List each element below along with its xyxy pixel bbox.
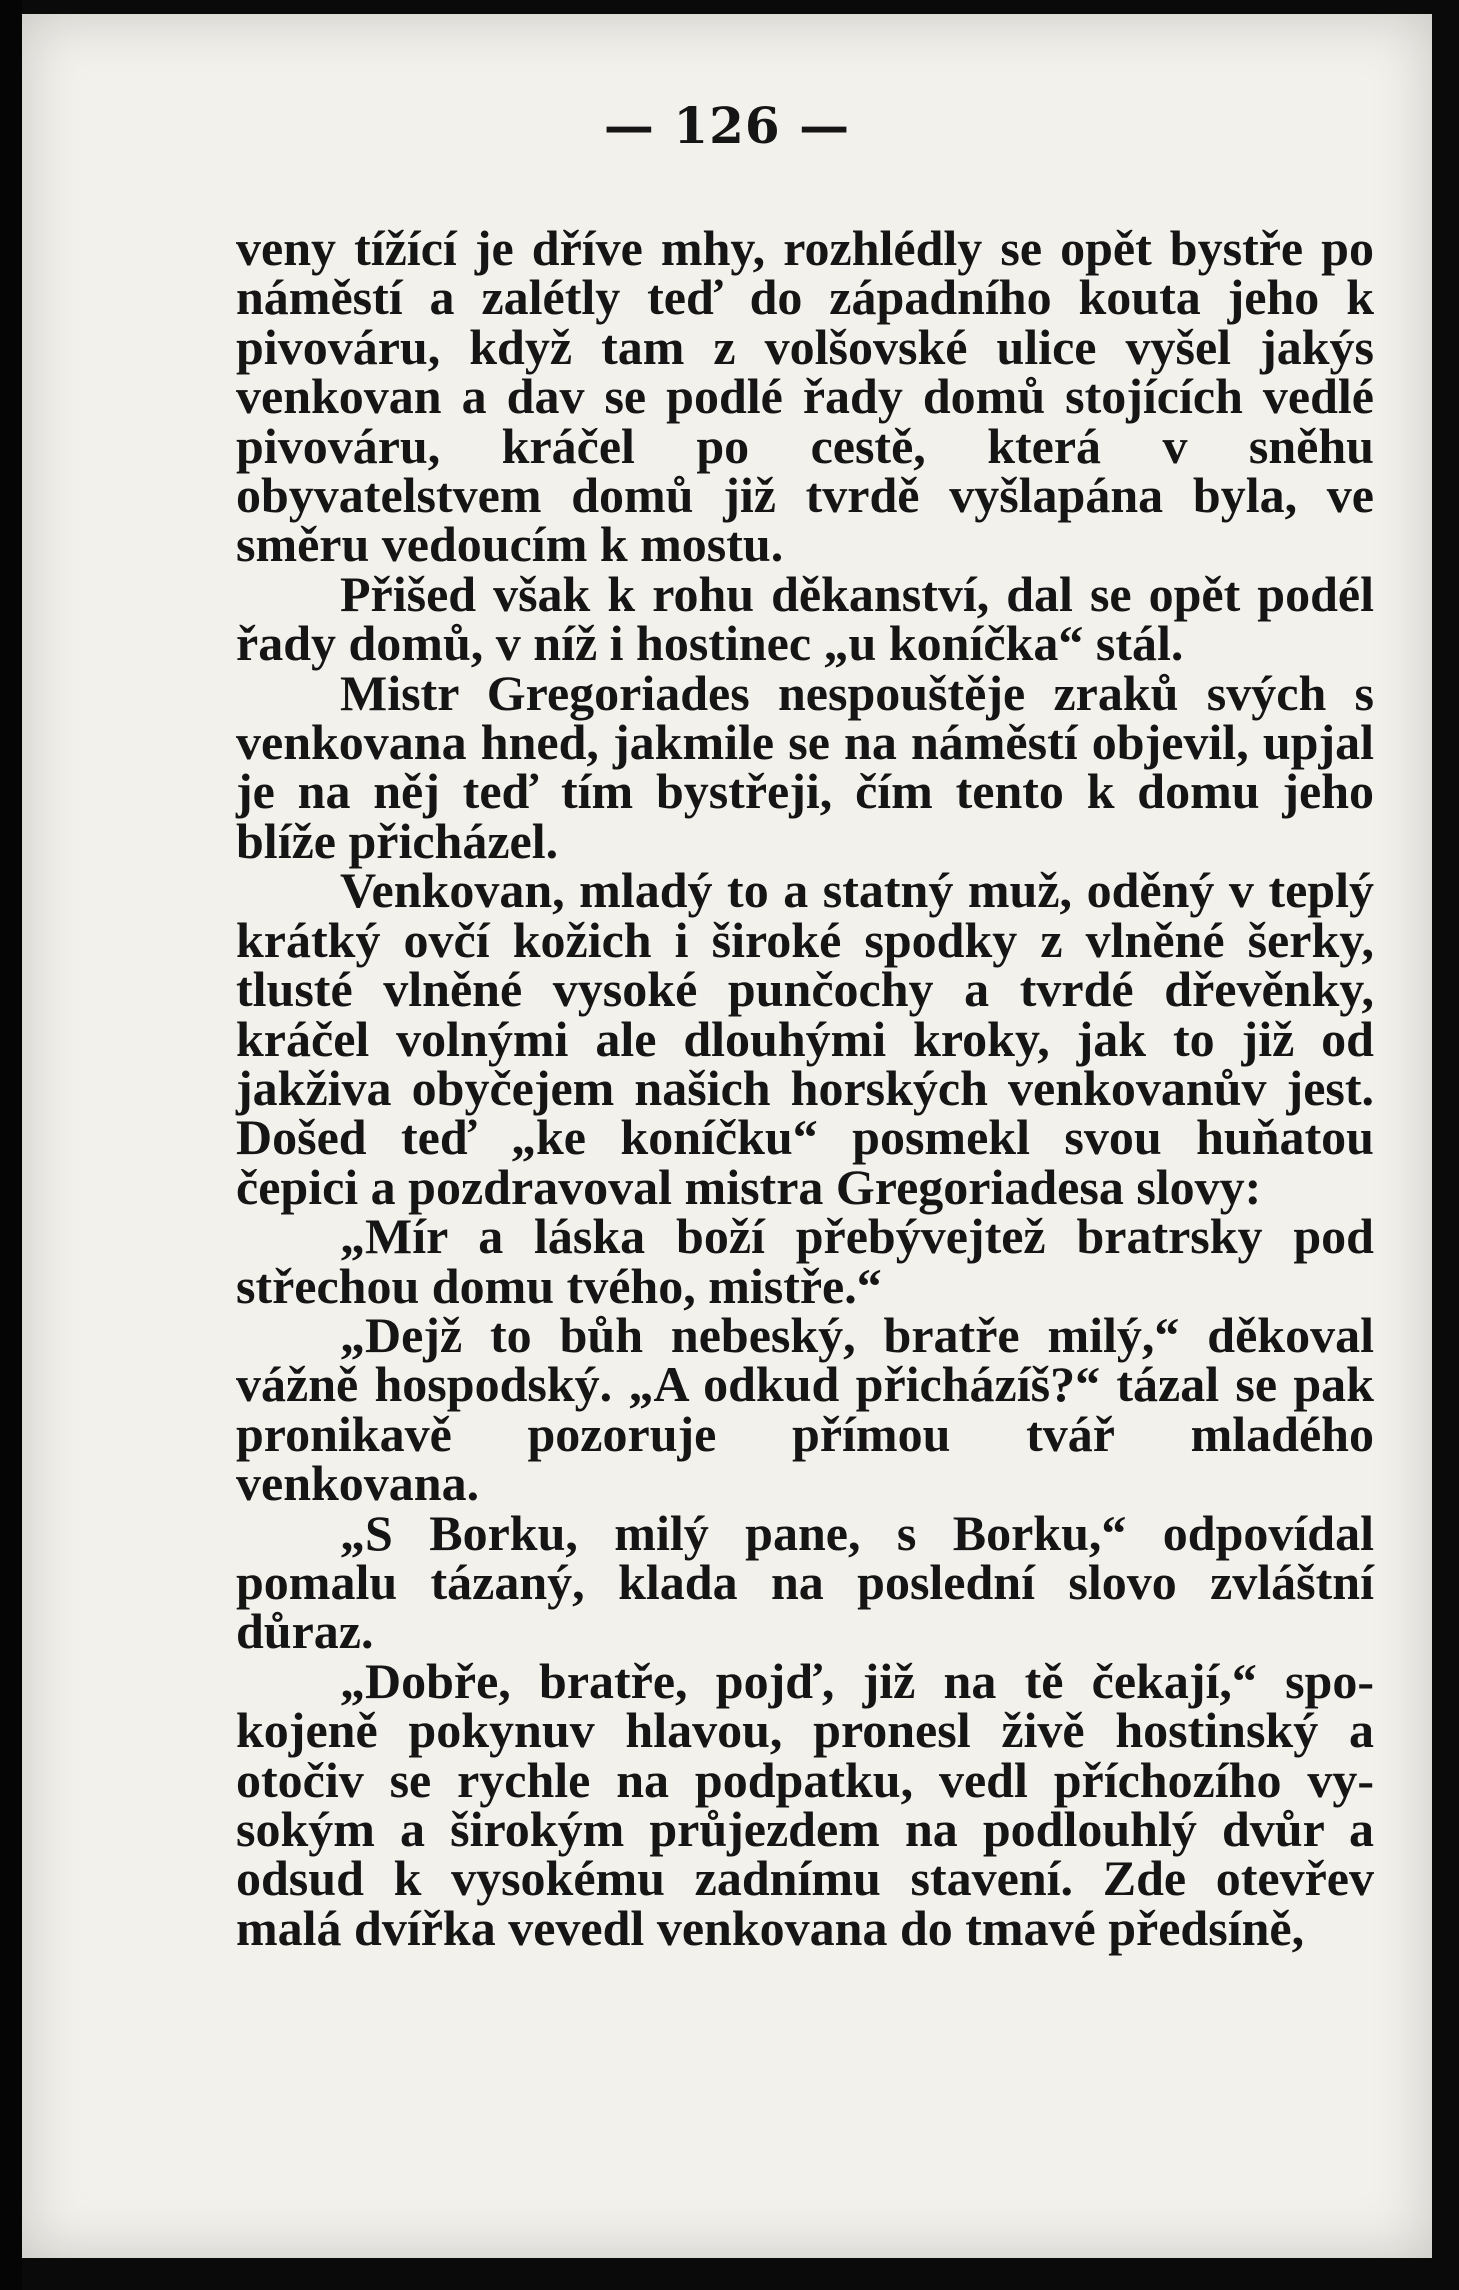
paragraph: veny tížící je dříve mhy, rozhlédly se opět bystře po náměstí a zalétly teď do západního kouta jeho k pivováru, když tam z volšovské ulice vyšel jakýs venkovan a dav se podlé řady domů stojících vedlé pivováru, kráčel po cestě, která v sněhu obyvatelstvem domů již tvrdě vyšlapána byla, ve směru vedoucím k mostu. — [236, 220, 1374, 573]
paragraph: „Mír a láska boží přebývejtež bratrsky pod střechou domu tvého, mistře.“ — [236, 1208, 1374, 1314]
paragraph: „Dejž to bůh nebeský, bratře milý,“ děkoval vážně hospodský. „A odkud přicházíš?“ tázal se pak pronikavě pozoruje přímou tvář mladého venkovana. — [236, 1306, 1374, 1512]
paragraph: Venkovan, mladý to a statný muž, oděný v teplý krátký ovčí kožich i široké spodky z vlněné šerky, tlusté vlněné vysoké punčochy a tvrdé dřevěnky, kráčel volnými ale dlouhými kroky, jak to již od jakživa obyčejem našich horských venkovanův jest. Došed teď „ke koníčku“ posmekl svou huňatou čepici a pozdravoval mistra Gregoriadesa slovy: — [236, 862, 1374, 1215]
page-number: — 126 — — [603, 96, 851, 155]
paragraph: Přišed však k rohu děkanství, dal se opět podél řady domů, v níž i hostinec „u koníčka“ stál. — [236, 565, 1374, 672]
paragraph: Mistr Gregoriades nespouštěje zraků svých s venkovana hned, jakmile se na náměstí objevil, upjal je na něj teď tím bystřeji, čím tento k domu jeho blíže přicházel. — [236, 664, 1374, 869]
paragraph: „S Borku, milý pane, s Borku,“ odpovídal pomalu tázaný, klada na poslední slovo zvláštní důraz. — [236, 1504, 1374, 1660]
book-page — [22, 14, 1432, 2258]
body-text — [236, 220, 1374, 1956]
scan-edge — [0, 0, 22, 2290]
paragraph: „Dobře, bratře, pojď, již na tě čekají,“ spokojeně pokynuv hlavou, pronesl živě hostinský a otočiv se rychle na podpatku, vedl příchozího vysokým a širokým průjezdem na podlouhlý dvůr a odsud k vysokému zadnímu stavení. Zde otevřev malá dvířka vevedl venkovana do tmavé předsíně, — [236, 1652, 1374, 1956]
